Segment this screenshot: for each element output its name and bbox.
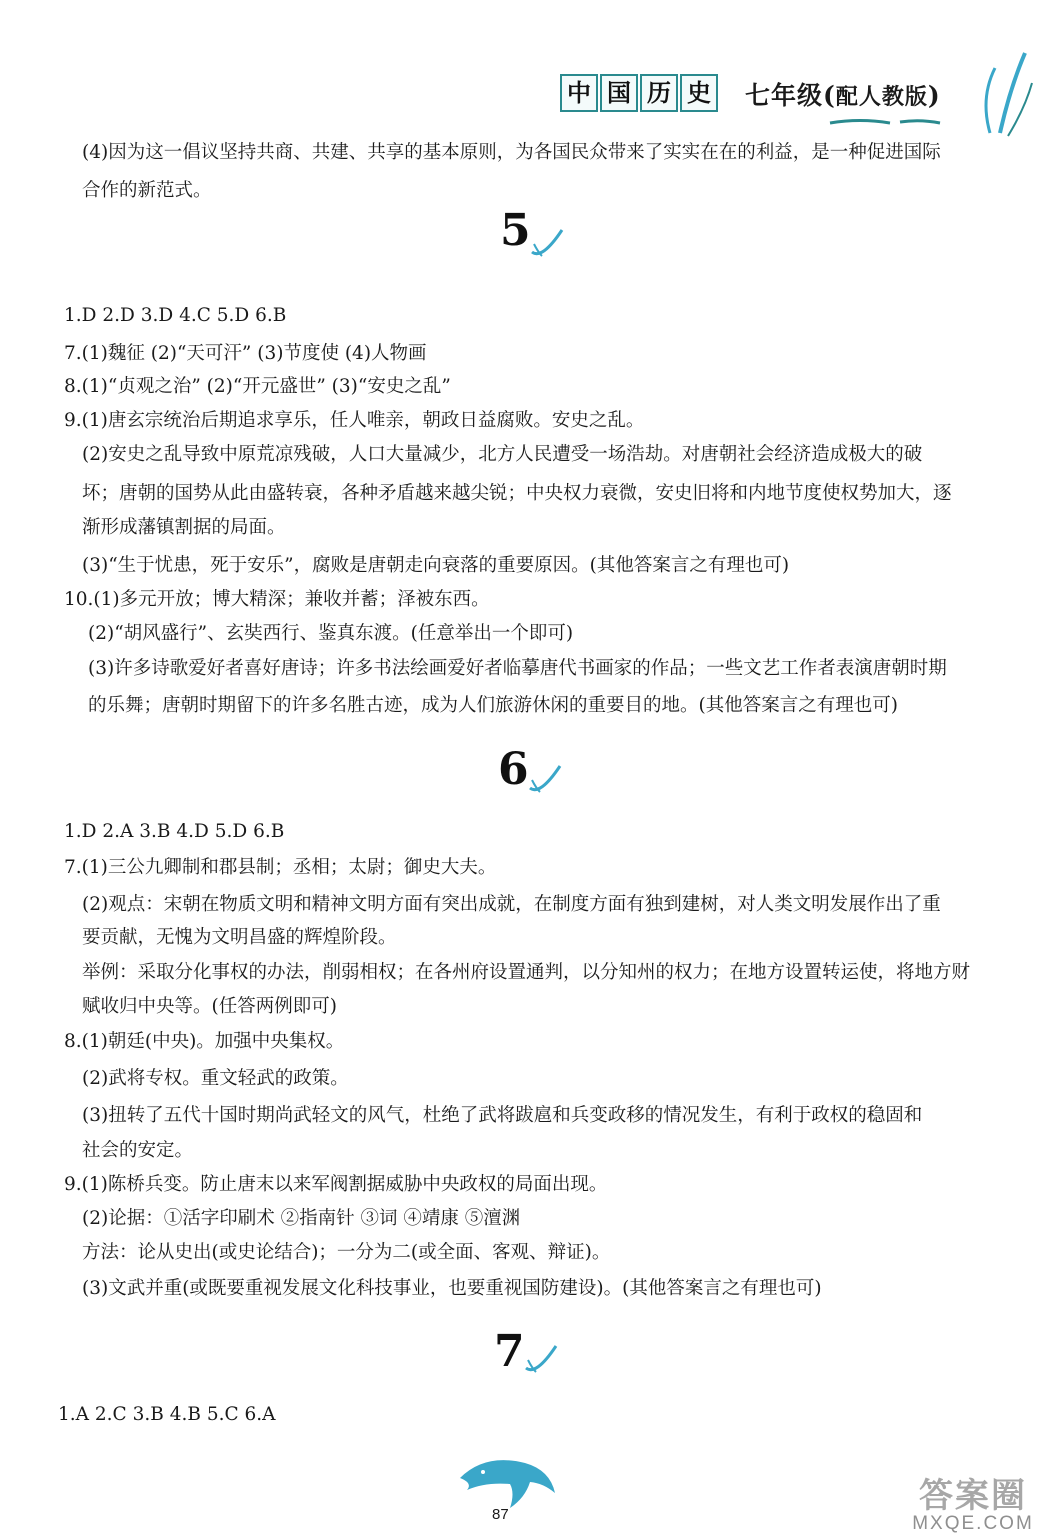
section-leaf-icon bbox=[522, 1338, 562, 1378]
answer-line: 坏；唐朝的国势从此由盛转衰，各种矛盾越来越尖锐；中央权力衰微，安史旧将和内地节度使权势加大，逐 bbox=[82, 483, 952, 504]
section-leaf-icon bbox=[526, 758, 566, 798]
section-number: 6 bbox=[498, 744, 529, 795]
watermark bbox=[898, 1468, 1048, 1533]
page-number: 87 bbox=[492, 1506, 509, 1523]
answer-line: 合作的新范式。 bbox=[82, 180, 212, 201]
answer-line: 1.A 2.C 3.B 4.B 5.C 6.A bbox=[58, 1404, 276, 1425]
title-char: 史 bbox=[680, 74, 718, 112]
answer-line: (2)“胡风盛行”、玄奘西行、鉴真东渡。(任意举出一个即可) bbox=[88, 623, 574, 644]
answer-line: (3)文武并重(或既要重视发展文化科技事业，也要重视国防建设)。(其他答案言之有理也可) bbox=[82, 1278, 822, 1299]
answer-line: 社会的安定。 bbox=[82, 1140, 194, 1161]
watermark-logo-text: 答案圈 bbox=[919, 1477, 1027, 1515]
answer-line: 1.D 2.A 3.B 4.D 5.D 6.B bbox=[64, 821, 285, 842]
grade-close: ) bbox=[927, 81, 941, 110]
answer-line: (2)观点：宋朝在物质文明和精神文明方面有突出成就，在制度方面有独到建树，对人类文明发展作出了重 bbox=[82, 894, 941, 915]
answer-line: 举例：采取分化事权的办法，削弱相权；在各州府设置通判，以分知州的权力；在地方设置转运使，将地方财 bbox=[82, 962, 971, 983]
answer-line: 8.(1)“贞观之治” (2)“开元盛世” (3)“安史之乱” bbox=[64, 376, 451, 397]
title-char: 国 bbox=[600, 74, 638, 112]
answer-line: 7.(1)三公九卿制和郡县制；丞相；太尉；御史大夫。 bbox=[64, 857, 497, 878]
answer-line: 要贡献，无愧为文明昌盛的辉煌阶段。 bbox=[82, 927, 397, 948]
answer-line: (2)武将专权。重文轻武的政策。 bbox=[82, 1068, 349, 1089]
answer-line: (2)论据：①活字印刷术 ②指南针 ③词 ④靖康 ⑤澶渊 bbox=[82, 1208, 521, 1229]
grade-label bbox=[745, 76, 941, 112]
answer-line: 1.D 2.D 3.D 4.C 5.D 6.B bbox=[64, 305, 287, 326]
answer-line: 10.(1)多元开放；博大精深；兼收并蓄；泽被东西。 bbox=[64, 589, 490, 610]
page-header bbox=[560, 68, 1030, 138]
answer-line: 8.(1)朝廷(中央)。加强中央集权。 bbox=[64, 1031, 345, 1052]
title-char: 中 bbox=[560, 74, 598, 112]
answer-line: 赋收归中央等。(任答两例即可) bbox=[82, 996, 337, 1017]
answer-line: 方法：论从史出(或史论结合)；一分为二(或全面、客观、辩证)。 bbox=[82, 1242, 611, 1263]
answer-line: 9.(1)陈桥兵变。防止唐末以来军阀割据威胁中央政权的局面出现。 bbox=[64, 1174, 608, 1195]
answer-line: (2)安史之乱导致中原荒凉残破，人口大量减少，北方人民遭受一场浩劫。对唐朝社会经济造成极大的破 bbox=[82, 444, 923, 465]
watermark-site-text: MXQE.COM bbox=[912, 1513, 1034, 1534]
book-title bbox=[560, 74, 720, 112]
section-number: 7 bbox=[494, 1326, 525, 1377]
title-char: 历 bbox=[640, 74, 678, 112]
answer-line: (3)扭转了五代十国时期尚武轻文的风气，杜绝了武将跋扈和兵变政移的情况发生，有利于政权的稳固和 bbox=[82, 1105, 923, 1126]
answer-line: 的乐舞；唐朝时期留下的许多名胜古迹，成为人们旅游休闲的重要目的地。(其他答案言之有理也可) bbox=[88, 695, 898, 716]
grade-text: 七年级( bbox=[745, 81, 836, 110]
edition-text: 配人教版 bbox=[835, 84, 928, 110]
section-number: 5 bbox=[500, 205, 531, 256]
header-underline-decoration bbox=[560, 114, 960, 128]
leaf-decoration-icon bbox=[970, 48, 1040, 143]
answer-line: (3)“生于忧患，死于安乐”，腐败是唐朝走向衰落的重要原因。(其他答案言之有理也可) bbox=[82, 555, 790, 576]
answer-line: (4)因为这一倡议坚持共商、共建、共享的基本原则，为各国民众带来了实实在在的利益，是一种促进国际 bbox=[82, 142, 941, 163]
answer-line: 9.(1)唐玄宗统治后期追求享乐，任人唯亲，朝政日益腐败。安史之乱。 bbox=[64, 410, 645, 431]
answer-line: 渐形成藩镇割据的局面。 bbox=[82, 517, 286, 538]
answer-line: 7.(1)魏征 (2)“天可汗” (3)节度使 (4)人物画 bbox=[64, 343, 427, 364]
section-leaf-icon bbox=[528, 222, 568, 262]
answer-line: (3)许多诗歌爱好者喜好唐诗；许多书法绘画爱好者临摹唐代书画家的作品；一些文艺工作者表演唐朝时期 bbox=[88, 658, 947, 679]
